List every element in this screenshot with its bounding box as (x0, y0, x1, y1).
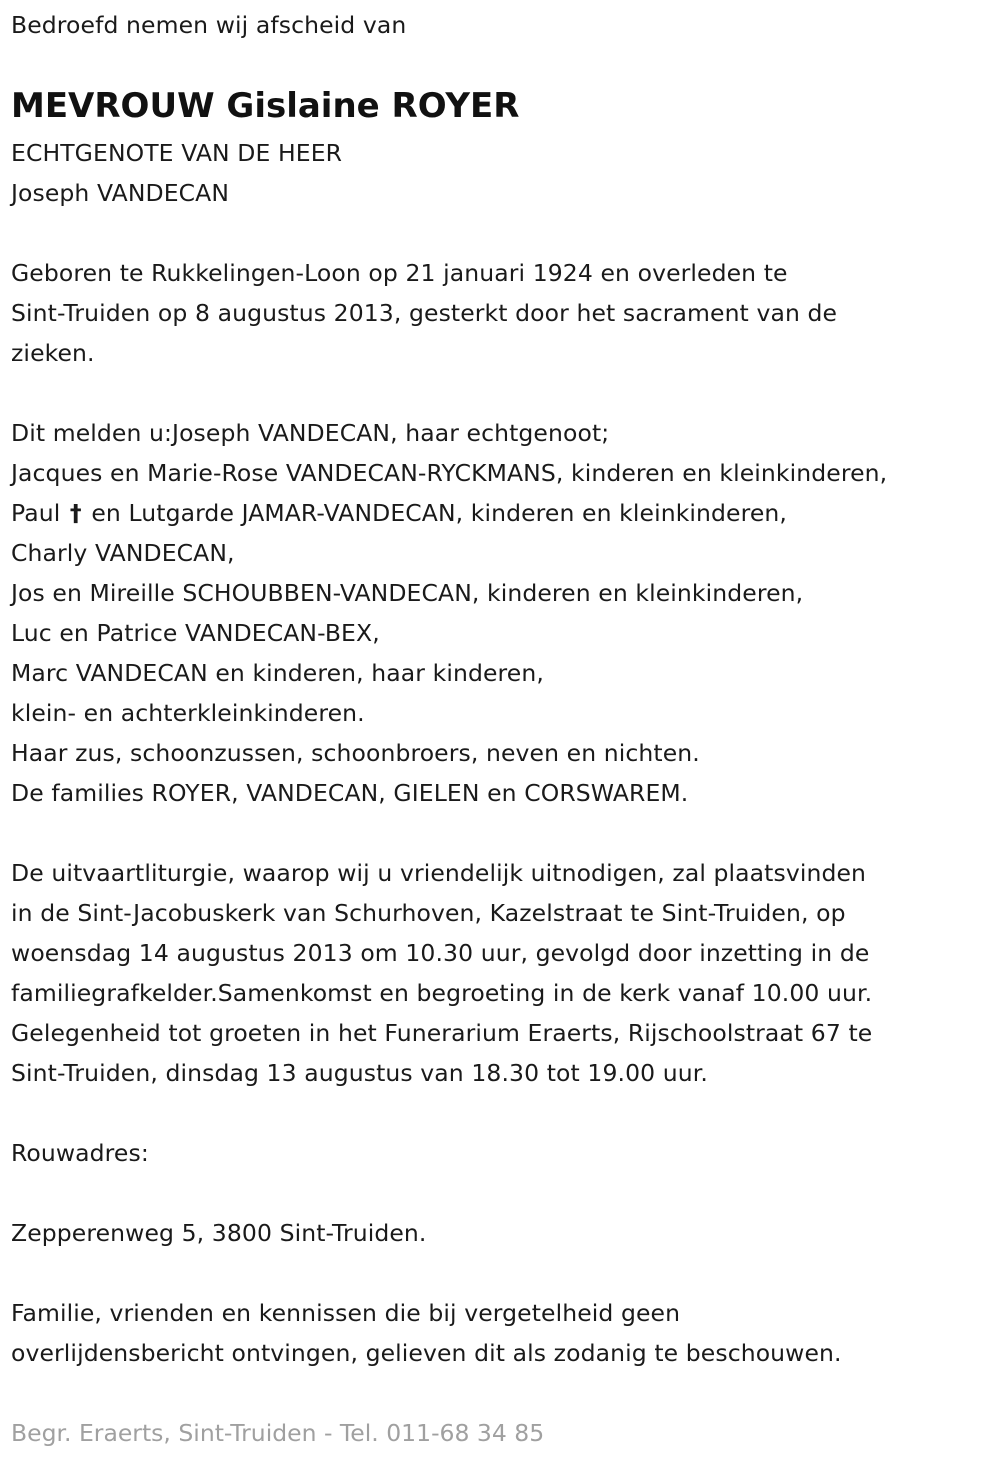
family-line (11, 493, 887, 533)
family-line: De families ROYER, VANDECAN, GIELEN en CORSWAREM. (11, 779, 689, 807)
paragraph-line: overlijdensbericht ontvingen, gelieven dit als zodanig te beschouwen. (11, 1339, 842, 1367)
family-line: Jacques en Marie-Rose VANDECAN-RYCKMANS, kinderen en kleinkinderen, (11, 459, 888, 487)
family-line: Marc VANDECAN en kinderen, haar kinderen, (11, 659, 544, 687)
paragraph-line: zieken. (11, 339, 95, 367)
family-line-rest: en Lutgarde JAMAR-VANDECAN, kinderen en kleinkinderen, (91, 499, 787, 527)
paragraph-line: woensdag 14 augustus 2013 om 10.30 uur, gevolgd door inzetting in de (11, 939, 870, 967)
funeral-paragraph (11, 853, 872, 1093)
spouse-relation: ECHTGENOTE VAN DE HEER (11, 139, 343, 167)
paragraph-line: De uitvaartliturgie, waarop wij u vriendelijk uitnodigen, zal plaatsvinden (11, 859, 867, 887)
rouwadres-label: Rouwadres: (11, 1139, 149, 1167)
family-list (11, 413, 887, 813)
family-line: Jos en Mireille SCHOUBBEN-VANDECAN, kinderen en kleinkinderen, (11, 579, 804, 607)
paragraph-line: Sint-Truiden, dinsdag 13 augustus van 18.30 tot 19.00 uur. (11, 1059, 708, 1087)
family-line: Luc en Patrice VANDECAN-BEX, (11, 619, 380, 647)
intro-text: Bedroefd nemen wij afscheid van (11, 11, 407, 39)
family-line: Haar zus, schoonzussen, schoonbroers, neven en nichten. (11, 739, 700, 767)
paragraph-line: Sint-Truiden op 8 augustus 2013, gesterkt door het sacrament van de (11, 299, 838, 327)
notice-paragraph (11, 1293, 842, 1373)
birth-death-paragraph (11, 253, 837, 373)
paragraph-line: familiegrafkelder.Samenkomst en begroeting in de kerk vanaf 10.00 uur. (11, 979, 873, 1007)
family-line: klein- en achterkleinkinderen. (11, 699, 365, 727)
spouse-block (11, 133, 342, 213)
paragraph-line: in de Sint-Jacobuskerk van Schurhoven, Kazelstraat te Sint-Truiden, op (11, 899, 846, 927)
deceased-name: MEVROUW Gislaine ROYER (11, 86, 520, 126)
family-name-paul: Paul (11, 499, 61, 527)
paragraph-line: Geboren te Rukkelingen-Loon op 21 januari 1924 en overleden te (11, 259, 788, 287)
paragraph-line: Familie, vrienden en kennissen die bij vergetelheid geen (11, 1299, 681, 1327)
paragraph-line: Gelegenheid tot groeten in het Funerarium Eraerts, Rijschoolstraat 67 te (11, 1019, 873, 1047)
rouwadres-address: Zepperenweg 5, 3800 Sint-Truiden. (11, 1219, 427, 1247)
cross-icon: † (69, 499, 82, 527)
family-line: Charly VANDECAN, (11, 539, 235, 567)
funeral-home-footer: Begr. Eraerts, Sint-Truiden - Tel. 011-68 34 85 (11, 1419, 545, 1447)
spouse-name: Joseph VANDECAN (11, 179, 230, 207)
family-line: Dit melden u:Joseph VANDECAN, haar echtgenoot; (11, 419, 610, 447)
